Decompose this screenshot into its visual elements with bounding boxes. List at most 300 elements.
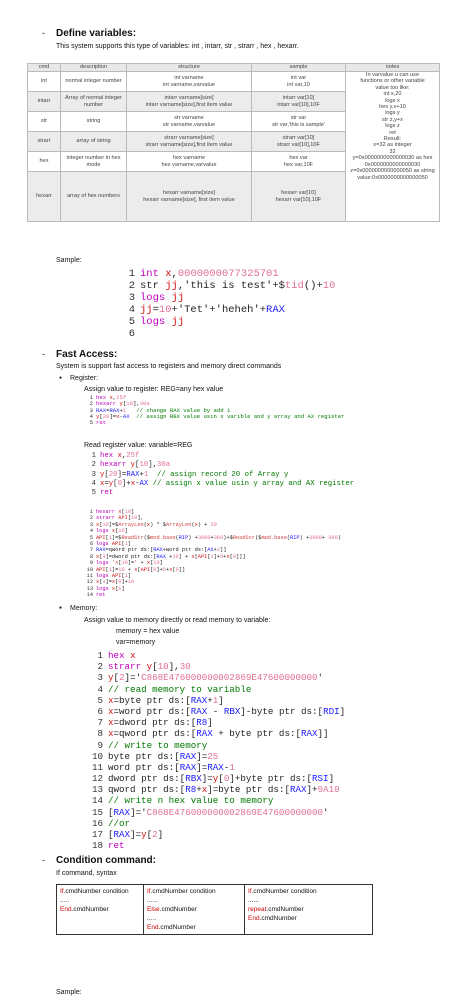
code-token: =qword ptr ds:[: [105, 547, 154, 554]
cell-line: y=0x0000000000000030 as hex: [352, 155, 433, 162]
code-token: ]=: [117, 470, 127, 479]
sample-cell: [252, 112, 346, 132]
code-token: C868E476000000002869E47600000000: [146, 806, 324, 818]
code-line: [119, 292, 357, 304]
cell-line: int var: [290, 75, 307, 82]
code-token: (: [143, 521, 147, 528]
cell-line: strarr var[10],10F: [277, 141, 320, 148]
cell-line: hexarr varname[size]: [162, 190, 216, 197]
code-token: =qword ptr ds:[: [113, 728, 197, 740]
cell-line: strarr varname[size]: [164, 135, 214, 142]
code-token: strarr: [96, 515, 119, 522]
syntax-text: .cmdNumber: [266, 906, 304, 913]
code-token: x: [111, 528, 116, 535]
description-cell: [61, 152, 127, 172]
code-token: dword ptr ds:[: [108, 773, 186, 785]
table-row: [57, 885, 373, 935]
code-token: +: [321, 534, 329, 541]
line-number: 14: [86, 592, 93, 599]
code-line: [89, 717, 371, 728]
code-line: [85, 452, 372, 461]
cmd-cell: [28, 112, 61, 132]
description-cell: [61, 92, 127, 112]
code-token: RBX: [223, 705, 241, 717]
code-token: + byte ptr ds:[: [212, 728, 301, 740]
code-token: logs: [96, 572, 112, 579]
code-token: jj: [171, 292, 185, 304]
code-token: 0: [232, 553, 236, 560]
code-token: RSI: [312, 773, 329, 785]
line-number: 13: [91, 784, 103, 796]
code-token: (: [286, 534, 291, 541]
code-token: hex: [108, 650, 131, 661]
description-cell: [61, 172, 127, 222]
cell-line: int varname: [174, 75, 204, 82]
code-token: [: [121, 572, 125, 579]
code-token: +: [166, 566, 170, 573]
code-token: x: [117, 452, 122, 460]
cell-line: strarr varname[size],first item value: [145, 141, 233, 148]
code-token: RAX: [266, 304, 285, 316]
sample-cell: [252, 92, 346, 112]
code-token: )+$: [223, 534, 233, 541]
cell-line: intarr varname[size]: [164, 95, 214, 102]
code-token: 0000000077325701: [177, 268, 279, 280]
cell-line: value too like:: [375, 84, 410, 91]
code-token: // assign record 20 of Array y: [148, 470, 289, 479]
code-token: ($: [143, 534, 151, 541]
description-cell: [61, 132, 127, 152]
code-token: ] +: [178, 553, 192, 560]
bullet-icon: ●: [59, 605, 63, 611]
sample-cell: [252, 172, 346, 222]
code-token: API: [111, 572, 122, 579]
code-token: RIP: [178, 534, 189, 541]
structure-cell: [127, 112, 252, 132]
code-token: [: [146, 829, 153, 840]
line-number: 18: [91, 840, 103, 852]
code-token: ]=: [130, 829, 142, 840]
section-desc-condition: If command, syntax: [56, 870, 117, 877]
cell-line: logs y: [385, 110, 400, 117]
code-token: ArrayLen: [166, 521, 192, 528]
code-token: y: [119, 400, 123, 408]
code-token: 1: [122, 406, 127, 414]
cell-line: hex var,10F: [283, 161, 314, 168]
code-token: AX: [207, 547, 214, 554]
description-cell: [61, 72, 127, 92]
line-number: 5: [128, 316, 135, 328]
code-token: ]=': [130, 806, 147, 818]
code-token: mod.base: [261, 534, 287, 541]
syntax-text: .cmdNumber condition: [150, 888, 216, 895]
code-line: [89, 650, 371, 661]
line-number: 4: [91, 479, 96, 488]
line-number: 6: [97, 705, 103, 717]
cell-line: int var,10: [287, 81, 310, 88]
keyword: If: [60, 888, 64, 895]
code-token: ]+: [306, 784, 318, 796]
line-number: 6: [128, 328, 135, 340]
code-token: logs: [96, 585, 112, 592]
code-token: int: [140, 268, 166, 280]
dash: -: [42, 349, 45, 359]
line-number: 11: [86, 572, 93, 579]
code-token: =: [106, 406, 110, 414]
code-line: [89, 751, 371, 762]
code-token: word ptr ds:[: [108, 761, 180, 773]
code-token: x: [191, 553, 195, 560]
code-token: -: [119, 412, 123, 420]
code-token: [: [115, 528, 119, 535]
code-token: 0: [223, 773, 230, 785]
description-cell: [61, 112, 127, 132]
code-token: x: [108, 728, 114, 740]
line-number: 3: [91, 470, 96, 479]
column-header: description: [61, 64, 127, 72]
code-line: [119, 316, 357, 328]
line-number: 4: [97, 683, 103, 695]
cell-line: hex y,x+10: [379, 104, 406, 111]
line-number: 4: [89, 412, 93, 420]
cell-line: hexarr varname[size], first item value: [143, 196, 235, 203]
code-token: 10: [102, 521, 109, 528]
code-token: x: [108, 694, 114, 706]
code-token: hex: [96, 394, 110, 401]
syntax-cell: [57, 885, 144, 935]
line-number: 4: [128, 304, 135, 316]
syntax-text: .cmdNumber: [159, 906, 197, 913]
code-token: [: [127, 515, 131, 522]
code-line: [89, 661, 371, 672]
keyword: Else: [147, 906, 160, 913]
memory-line-2: memory = hex value: [116, 628, 180, 635]
code-token: x: [169, 566, 173, 573]
code-token: ]+: [121, 479, 131, 488]
code-token: +: [119, 406, 123, 414]
code-token: RAX: [207, 761, 224, 773]
code-block-api-sample: [84, 509, 354, 598]
structure-cell: [127, 172, 252, 222]
code-token: API: [96, 534, 106, 541]
code-token: 10: [118, 566, 125, 573]
code-token: -: [135, 479, 140, 488]
code-token: ]: [159, 560, 163, 567]
cell-line: str var: [290, 115, 307, 122]
code-token: ArrayLen: [118, 521, 144, 528]
code-line: [85, 471, 372, 480]
code-token: RAX: [109, 406, 120, 414]
code-token: 30: [179, 661, 191, 673]
code-token: [: [99, 553, 103, 560]
code-line: [119, 280, 357, 292]
code-token: RDI: [323, 705, 340, 717]
code-token: x: [146, 521, 151, 528]
code-token: +: [139, 470, 144, 479]
line-number: 5: [89, 419, 93, 427]
code-token: ]: [127, 572, 132, 579]
code-token: RAX: [113, 829, 131, 840]
code-token: ,: [171, 268, 178, 280]
dash: -: [42, 855, 45, 865]
code-line: [89, 807, 371, 818]
code-token: RAX: [179, 761, 197, 773]
code-token: RAX: [289, 784, 307, 796]
code-token: [: [229, 553, 233, 560]
code-token: =word ptr ds:[: [113, 705, 191, 717]
syntax-text: .....: [147, 915, 157, 922]
code-token: 10: [131, 515, 138, 522]
code-line: [85, 414, 372, 420]
code-token: 1: [229, 761, 235, 773]
line-number: 17: [91, 829, 103, 840]
code-line: [89, 695, 371, 706]
memory-assign-label: Assign value to memory directly or read memory to variable:: [84, 617, 271, 624]
code-token: x: [194, 521, 198, 528]
code-line: [85, 461, 372, 470]
code-token: =: [104, 479, 109, 488]
code-token: 30a: [139, 400, 150, 408]
code-token: [: [152, 661, 158, 673]
code-token: -: [207, 705, 224, 717]
syntax-text: ......: [248, 897, 259, 904]
code-token: API: [118, 515, 128, 522]
code-token: y: [100, 470, 105, 479]
syntax-text: .cmdNumber: [158, 924, 196, 931]
code-token: ]=: [201, 773, 213, 785]
code-token: ]=': [124, 672, 142, 684]
code-token: RAX: [156, 553, 166, 560]
code-token: RAX: [196, 728, 213, 740]
sample-label: Sample:: [56, 989, 82, 996]
code-token: ) * $: [150, 521, 166, 528]
code-token: mod.base: [150, 534, 176, 541]
cmd-cell: [28, 72, 61, 92]
keyword: If: [147, 888, 151, 895]
keyword: End: [147, 924, 159, 931]
line-number: 2: [91, 461, 96, 470]
code-token: x: [108, 717, 114, 729]
code-token: [: [150, 560, 154, 567]
cell-line: int varname,varvalue: [163, 81, 215, 88]
code-token: // assign x value usin y array and AX register: [148, 479, 355, 488]
code-token: //or: [108, 817, 131, 829]
code-token: 3000: [309, 534, 322, 541]
cell-line: str varname: [174, 115, 204, 122]
cell-line: int: [41, 78, 47, 85]
cell-line: string: [86, 118, 101, 125]
line-number: 11: [91, 761, 103, 773]
line-number: 2: [128, 280, 135, 292]
code-token: ) +: [197, 521, 211, 528]
code-token: ]=$: [108, 521, 119, 528]
code-token: R8: [185, 784, 197, 796]
structure-cell: [127, 132, 252, 152]
line-number: 14: [91, 795, 103, 807]
code-token: 20: [108, 470, 118, 479]
cell-line: array of string: [76, 138, 111, 145]
code-token: ]: [218, 694, 224, 706]
line-number: 5: [91, 489, 96, 498]
cell-line: intarr var[10]: [282, 95, 315, 102]
bullet-icon: ●: [59, 375, 63, 381]
code-token: [: [108, 806, 114, 818]
code-token: 25f: [126, 452, 140, 460]
code-token: 5: [220, 553, 224, 560]
line-number: 4: [89, 528, 93, 535]
code-token: =dword ptr ds:[: [113, 717, 197, 729]
code-token: ,: [112, 394, 117, 401]
cmd-cell: [28, 92, 61, 112]
cell-line: In varvalue u can use: [365, 72, 420, 78]
code-line: [89, 818, 371, 829]
cell-line: x=32 as integer: [373, 142, 412, 149]
syntax-text: ......: [147, 897, 158, 904]
code-line: [89, 728, 371, 739]
code-token: +: [165, 553, 173, 560]
code-token: ]: [207, 717, 213, 729]
code-token: [: [108, 829, 114, 840]
code-token: =: [152, 304, 159, 316]
code-token: +: [223, 553, 227, 560]
code-token: 30a: [156, 461, 171, 470]
cmd-cell: [28, 132, 61, 152]
code-token: 2: [152, 829, 158, 840]
code-token: y: [212, 773, 219, 785]
code-token: [: [150, 566, 154, 573]
code-token: +'Tet'+'heheh'+: [171, 304, 267, 316]
notes-cell: [346, 72, 440, 222]
syntax-text: .....: [60, 897, 70, 904]
syntax-text: .cmdNumber condition: [63, 888, 129, 895]
register-assign-label: Assign value to register: REG=any hex value: [84, 386, 224, 393]
code-token: ],: [168, 661, 180, 673]
line-number: 3: [97, 672, 103, 684]
code-token: ]+: [156, 566, 163, 573]
code-token: 0: [117, 479, 122, 488]
code-token: ret: [96, 419, 107, 427]
code-token: ]: [157, 829, 164, 840]
code-token: y: [141, 829, 147, 840]
cell-line: array of hex numbers: [67, 193, 120, 200]
code-token: RAX: [300, 728, 318, 740]
code-token: byte ptr ds:[: [108, 750, 180, 762]
cell-line: str varname,varvalue: [162, 121, 216, 128]
code-token: RAX: [179, 750, 197, 762]
code-line: [85, 489, 372, 498]
code-token: 10: [124, 509, 131, 515]
code-token: ()+: [303, 280, 323, 292]
code-token: // write n hex value to memory: [108, 795, 274, 807]
code-token: RBX: [185, 773, 202, 785]
code-block-memory: [87, 650, 371, 851]
code-block-register-read: [84, 452, 372, 498]
code-token: x: [96, 553, 100, 560]
code-token: ) +: [188, 534, 198, 541]
code-token: 10: [126, 400, 133, 408]
code-token: y: [130, 461, 136, 470]
code-token: 0: [175, 566, 179, 573]
code-token: 10: [322, 280, 336, 292]
code-token: RAX: [96, 547, 106, 554]
code-token: 1: [124, 572, 128, 579]
line-number: 7: [89, 547, 93, 554]
code-token: jj: [165, 280, 178, 292]
cmd-cell: [28, 172, 61, 222]
code-token: ],: [137, 515, 144, 522]
line-number: 10: [86, 566, 93, 573]
code-token: [: [115, 585, 119, 592]
cell-line: intarr varname[size],first item value: [145, 101, 233, 108]
code-token: x: [130, 479, 136, 488]
code-line: [119, 304, 357, 316]
code-token: [: [137, 566, 141, 573]
code-token: [: [172, 566, 176, 573]
section-desc-fast-access: System is support fast access to registers and memory direct commands: [56, 363, 282, 370]
syntax-text: .cmdNumber condition: [251, 888, 317, 895]
memory-line-3: var=memory: [116, 639, 156, 646]
code-token: 1: [118, 585, 122, 592]
code-token: x: [111, 585, 116, 592]
code-token: ]=: [196, 750, 208, 762]
code-token: 10: [157, 661, 169, 673]
cell-line: logs z: [385, 123, 400, 130]
code-token: API: [111, 540, 122, 547]
line-number: 3: [89, 406, 93, 414]
code-token: ]: [127, 540, 132, 547]
code-token: ]=dword ptr ds:[: [105, 553, 157, 560]
code-token: [: [99, 521, 103, 528]
code-token: 1: [108, 566, 112, 573]
code-token: RAX: [126, 470, 140, 479]
code-token: ]]]: [236, 553, 246, 560]
code-token: 1: [124, 540, 128, 547]
table-row: [28, 72, 440, 92]
code-token: // read memory to variable: [108, 683, 252, 695]
line-number: 12: [86, 579, 93, 586]
line-number: 2: [97, 661, 103, 673]
code-line: [89, 762, 371, 773]
code-token: [: [207, 553, 211, 560]
cell-line: integer number in hex mode: [66, 155, 121, 168]
code-token: C868E476000000002869E47600000000: [141, 672, 318, 684]
code-token: ]=: [196, 761, 208, 773]
code-token: ]: [339, 705, 346, 717]
cmd-cell: [28, 152, 61, 172]
code-token: ($: [255, 534, 262, 541]
code-token: strarr: [108, 661, 147, 673]
cell-line: hex: [39, 158, 49, 165]
syntax-cell: [245, 885, 373, 935]
keyword: If: [248, 888, 252, 895]
code-token: y: [96, 412, 100, 420]
code-token: qword ptr ds:[: [108, 784, 186, 796]
cell-line: hexarr: [36, 193, 52, 200]
code-token: jj: [140, 304, 153, 316]
cell-line: str: [40, 118, 48, 125]
code-token: x: [96, 521, 100, 528]
code-line: [119, 328, 357, 340]
code-token: logs: [140, 292, 172, 304]
code-token: 1: [143, 470, 149, 479]
sample-cell: [252, 152, 346, 172]
cell-line: intarr: [37, 98, 51, 105]
sample-label: Sample:: [56, 257, 82, 264]
code-token: 9A10: [317, 784, 340, 796]
code-token: 1: [210, 553, 214, 560]
code-token: [: [105, 566, 109, 573]
code-token: API: [96, 566, 106, 573]
